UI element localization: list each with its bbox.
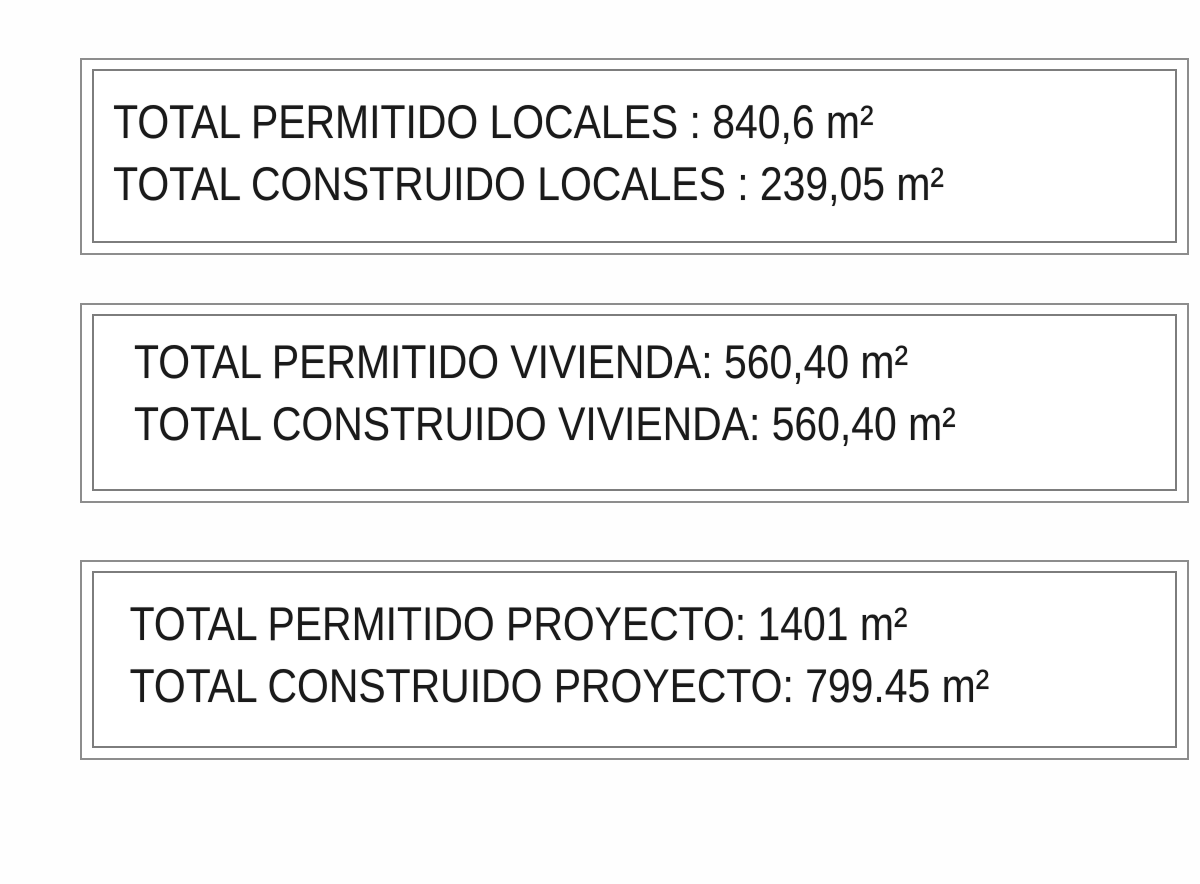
total-construido-proyecto-text: TOTAL CONSTRUIDO PROYECTO: 799.45 m² — [129, 659, 990, 712]
total-construido-locales-text: TOTAL CONSTRUIDO LOCALES : 239,05 m² — [113, 157, 945, 210]
vivienda-inner-frame — [92, 314, 1177, 491]
total-permitido-vivienda-text: TOTAL PERMITIDO VIVIENDA: 560,40 m² — [134, 335, 909, 388]
locales-text-block — [94, 71, 1034, 215]
area-summary-box-locales — [80, 58, 1189, 255]
total-construido-vivienda-text: TOTAL CONSTRUIDO VIVIENDA: 560,40 m² — [134, 397, 956, 450]
area-summary-box-proyecto — [80, 560, 1189, 760]
proyecto-inner-frame — [92, 571, 1177, 748]
total-permitido-locales-text: TOTAL PERMITIDO LOCALES : 840,6 m² — [113, 95, 874, 148]
proyecto-text-block — [94, 573, 1034, 717]
area-summary-box-vivienda — [80, 303, 1189, 503]
total-permitido-proyecto-text: TOTAL PERMITIDO PROYECTO: 1401 m² — [129, 597, 908, 650]
vivienda-text-block — [94, 316, 1034, 455]
locales-inner-frame — [92, 69, 1177, 243]
